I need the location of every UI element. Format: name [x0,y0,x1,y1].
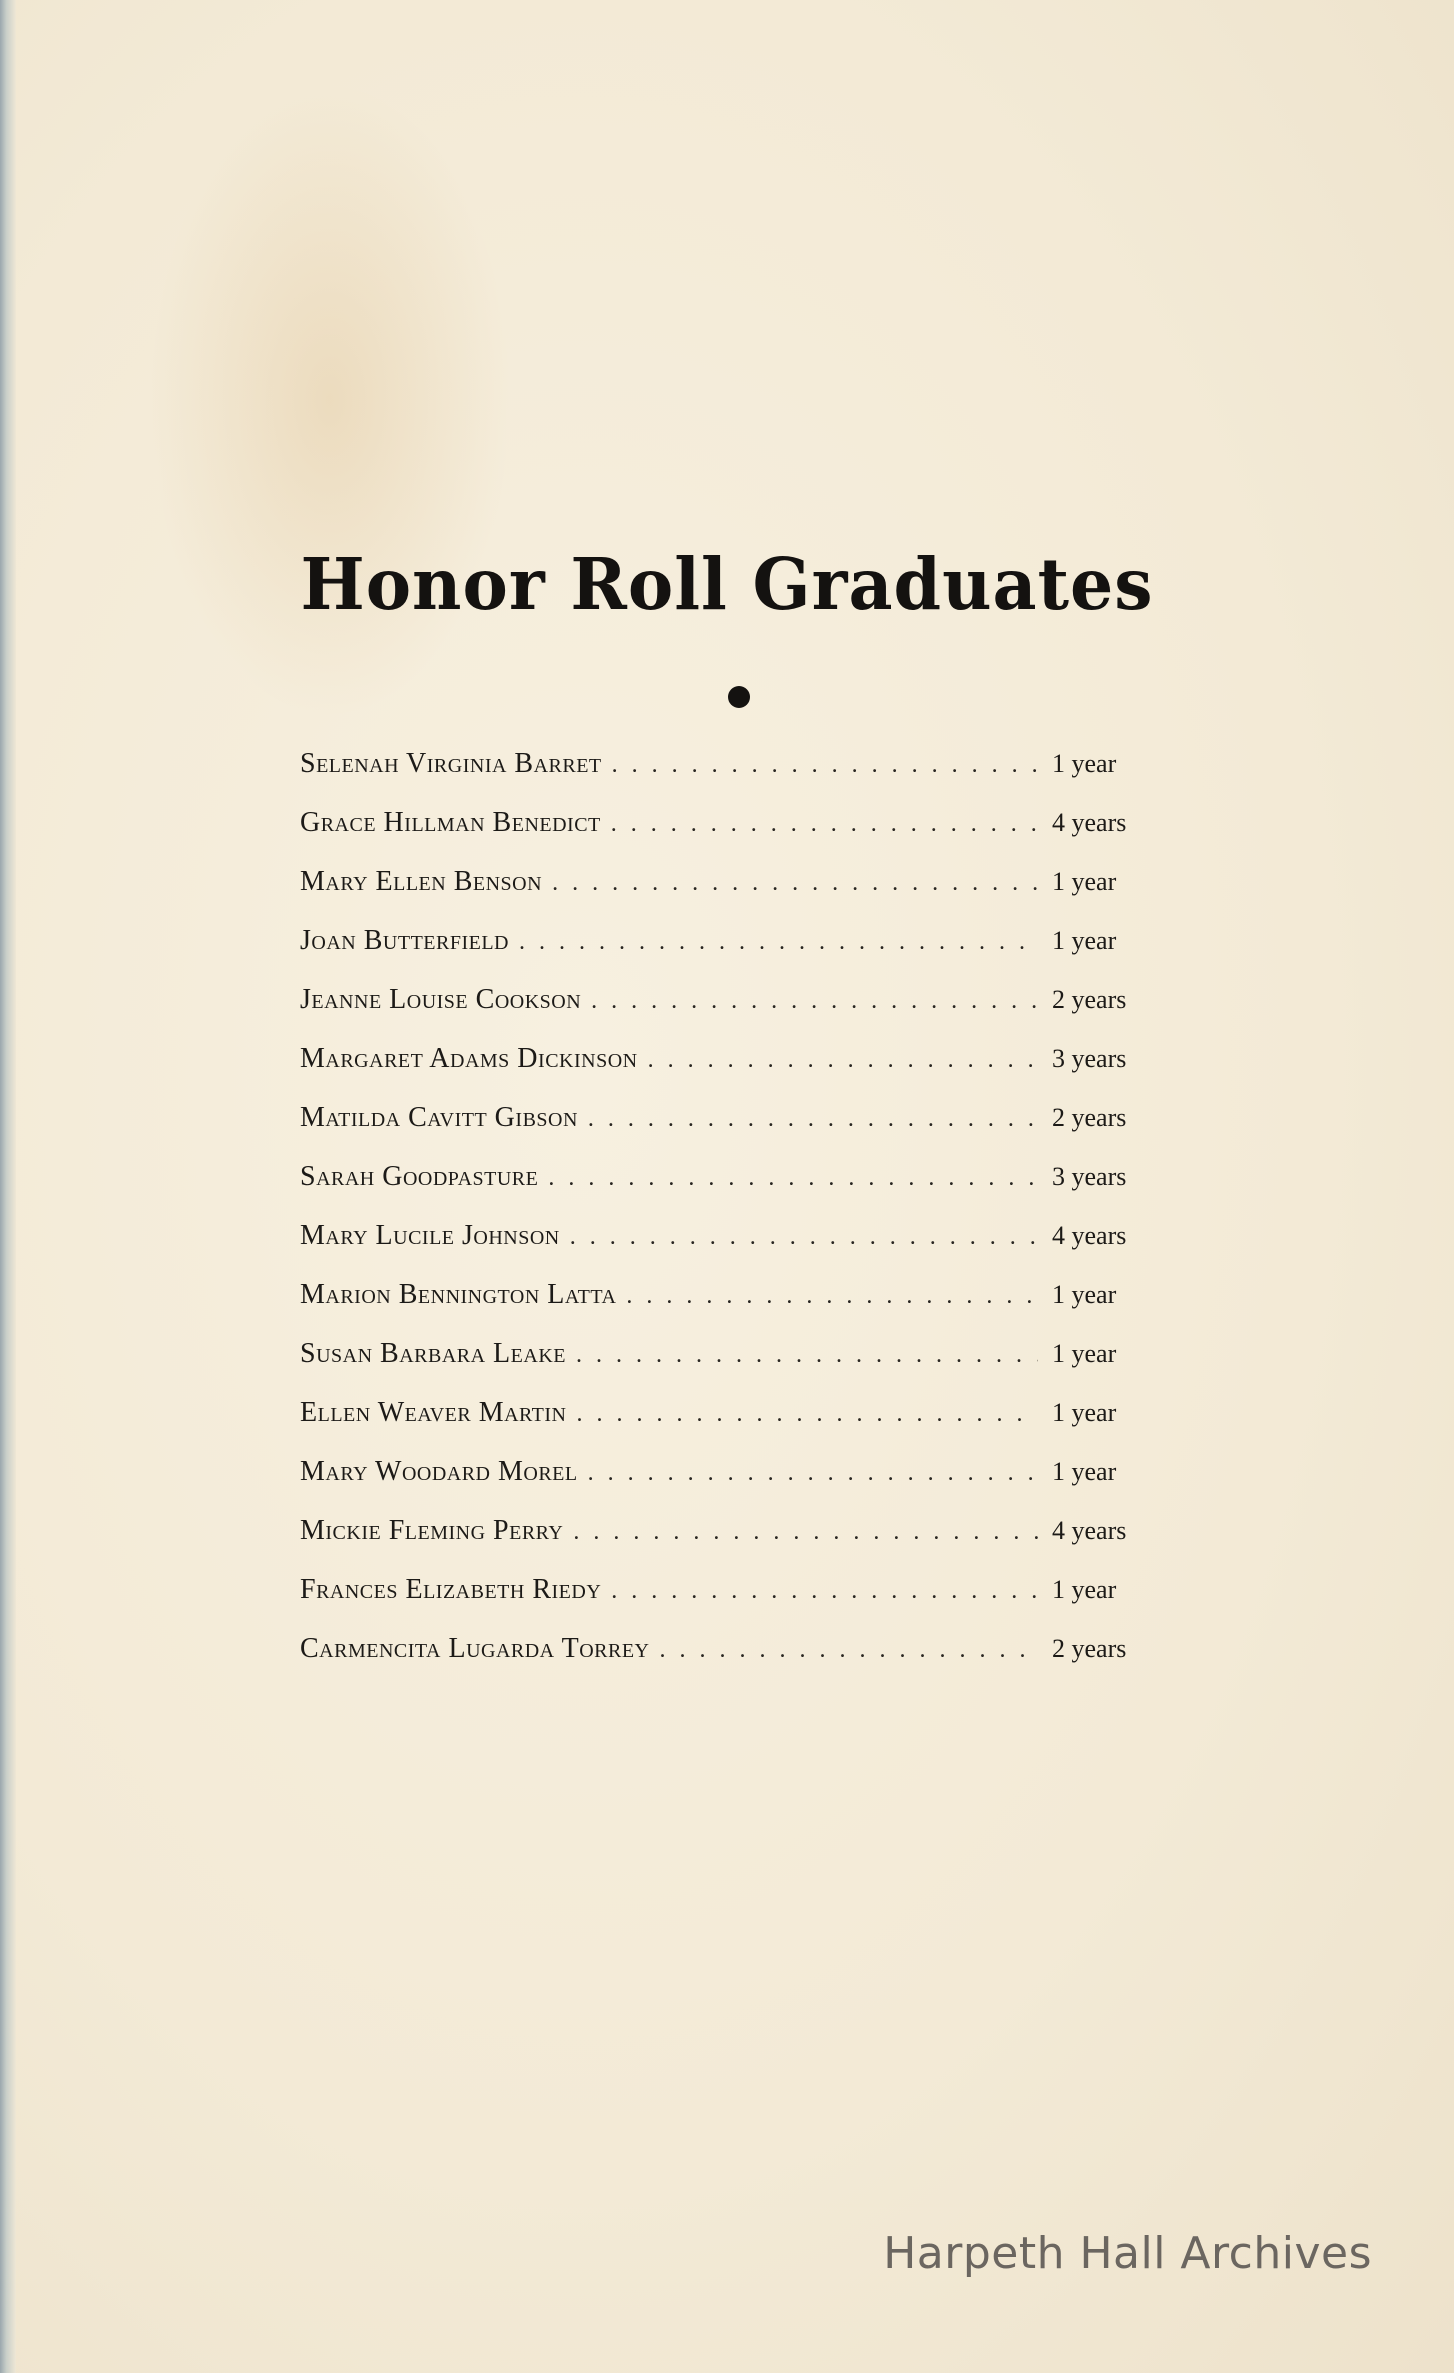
dot-leader [588,1460,1038,1487]
list-item [300,1574,1162,1633]
graduate-tenure: 1 year [1052,1575,1117,1604]
graduate-tenure: 1 year [1052,926,1117,955]
list-item [300,1338,1162,1397]
list-item [300,1515,1162,1574]
dot-leader [648,1047,1038,1074]
graduate-tenure: 1 year [1052,1339,1117,1368]
graduate-name: Jeanne Louise Cookson [300,984,582,1015]
graduate-name: Selenah Virginia Barret [300,748,602,779]
graduate-tenure: 4 years [1052,1221,1127,1250]
dot-leader [591,988,1038,1015]
dot-leader [552,870,1038,897]
list-item [300,807,1162,866]
graduate-name: Joan Butterfield [300,925,509,956]
graduate-name: Margaret Adams Dickinson [300,1043,638,1074]
graduate-name: Mary Woodard Morel [300,1456,578,1487]
list-item [300,925,1162,984]
list-item [300,1161,1162,1220]
graduate-tenure: 1 year [1052,1398,1117,1427]
list-item [300,984,1162,1043]
graduate-tenure: 1 year [1052,1457,1117,1486]
graduate-tenure: 4 years [1052,808,1127,837]
graduate-name: Mary Lucile Johnson [300,1220,560,1251]
archive-watermark: Harpeth Hall Archives [883,2228,1372,2279]
graduate-tenure: 1 year [1052,1280,1117,1309]
graduate-tenure: 2 years [1052,985,1127,1014]
dot-leader [612,752,1038,779]
page-edge [0,0,16,2373]
dot-leader [570,1224,1038,1251]
graduate-name: Frances Elizabeth Riedy [300,1574,602,1605]
graduate-name: Mary Ellen Benson [300,866,543,897]
graduate-name: Sarah Goodpasture [300,1161,539,1192]
graduate-name: Mickie Fleming Perry [300,1515,564,1546]
list-item [300,1220,1162,1279]
list-item [300,1102,1162,1161]
graduate-name: Marion Bennington Latta [300,1279,617,1310]
graduate-tenure: 1 year [1052,867,1117,896]
graduate-tenure: 2 years [1052,1103,1127,1132]
list-item [300,866,1162,925]
graduate-tenure: 3 years [1052,1162,1127,1191]
dot-leader [548,1165,1038,1192]
dot-leader [611,1578,1038,1605]
dot-leader [588,1106,1038,1133]
list-item [300,1279,1162,1338]
list-item [300,1043,1162,1102]
graduate-name: Carmencita Lugarda Torrey [300,1633,650,1664]
dot-leader [576,1342,1038,1369]
page-title: Honor Roll Graduates [300,543,1154,627]
dot-leader [519,929,1038,956]
dot-leader [577,1401,1039,1428]
graduate-name: Matilda Cavitt Gibson [300,1102,578,1133]
graduate-list [300,748,1162,1692]
bullet-ornament-icon [728,686,750,708]
graduate-name: Grace Hillman Benedict [300,807,601,838]
dot-leader [611,811,1038,838]
graduate-tenure: 1 year [1052,749,1117,778]
graduate-name: Susan Barbara Leake [300,1338,566,1369]
graduate-tenure: 2 years [1052,1634,1127,1663]
list-item [300,748,1162,807]
dot-leader [660,1637,1038,1664]
dot-leader [573,1519,1038,1546]
graduate-tenure: 3 years [1052,1044,1127,1073]
dot-leader [626,1283,1038,1310]
list-item [300,1397,1162,1456]
graduate-tenure: 4 years [1052,1516,1127,1545]
list-item [300,1633,1162,1692]
graduate-name: Ellen Weaver Martin [300,1397,567,1428]
list-item [300,1456,1162,1515]
